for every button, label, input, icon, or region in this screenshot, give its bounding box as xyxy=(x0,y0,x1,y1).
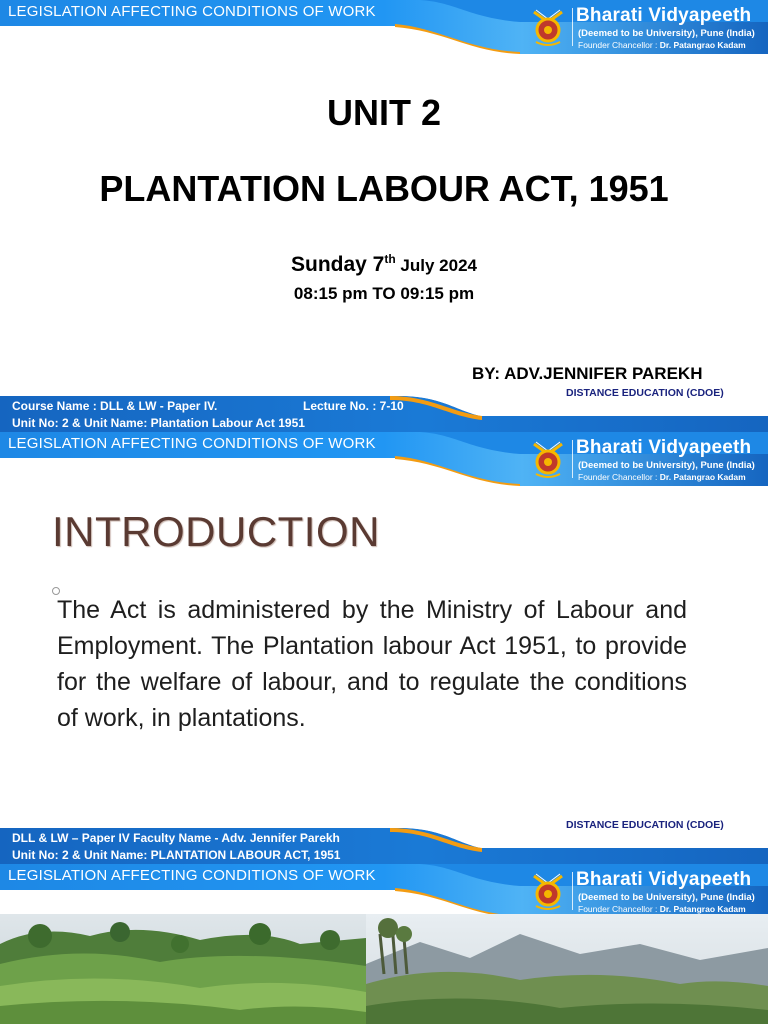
university-emblem-icon xyxy=(528,870,568,912)
brand-founder-prefix: Founder Chancellor : xyxy=(578,472,660,482)
header-title: LEGISLATION AFFECTING CONDITIONS OF WORK xyxy=(8,3,376,20)
author-line: BY: ADV.JENNIFER PAREKH xyxy=(472,364,703,383)
brand-founder-name: Dr. Patangrao Kadam xyxy=(659,40,746,50)
brand-founder-prefix: Founder Chancellor : xyxy=(578,40,660,50)
university-logo xyxy=(524,4,768,52)
brand-name: Bharati Vidyapeeth xyxy=(576,869,752,890)
brand-founder-name: Dr. Patangrao Kadam xyxy=(659,904,746,914)
footer-cdoe: DISTANCE EDUCATION (CDOE) xyxy=(566,387,724,399)
slide-footer xyxy=(0,819,768,864)
university-logo xyxy=(524,868,768,916)
brand-founder xyxy=(578,904,746,914)
brand-founder xyxy=(578,472,746,482)
plantation-photo xyxy=(0,914,768,1024)
date-day: Sunday 7 xyxy=(291,253,385,276)
header-title: LEGISLATION AFFECTING CONDITIONS OF WORK xyxy=(8,867,376,884)
slide-introduction xyxy=(0,432,768,864)
logo-divider xyxy=(572,440,573,478)
university-emblem-icon xyxy=(528,6,568,48)
brand-subtitle: (Deemed to be University), Pune (India) xyxy=(578,460,755,471)
intro-heading: INTRODUCTION xyxy=(52,508,380,555)
intro-paragraph: The Act is administered by the Ministry of Labour and Employment. The Plantation labour Act 1951, to provide for the welfare of labour, and to regulate the conditions of work, in plantations. xyxy=(57,596,687,732)
logo-divider xyxy=(572,8,573,46)
lecture-date xyxy=(0,252,768,277)
footer-faculty: DLL & LW – Paper IV Faculty Name - Adv. Jennifer Parekh xyxy=(12,831,340,845)
footer-course: Course Name : DLL & LW - Paper IV. xyxy=(12,399,218,413)
brand-founder xyxy=(578,40,746,50)
date-rest: July 2024 xyxy=(395,256,477,275)
footer-unit: Unit No: 2 & Unit Name: PLANTATION LABOUR ACT, 1951 xyxy=(12,848,341,862)
slide-header xyxy=(0,432,768,486)
brand-name: Bharati Vidyapeeth xyxy=(576,437,752,458)
slide-title xyxy=(0,0,768,432)
brand-subtitle: (Deemed to be University), Pune (India) xyxy=(578,892,755,903)
footer-course-line xyxy=(12,399,404,413)
university-logo xyxy=(524,436,768,484)
footer-lecture: Lecture No. : 7-10 xyxy=(303,399,404,413)
slide-plantation-photo xyxy=(0,864,768,1024)
slide-footer xyxy=(0,387,768,432)
brand-subtitle: (Deemed to be University), Pune (India) xyxy=(578,28,755,39)
footer-cdoe: DISTANCE EDUCATION (CDOE) xyxy=(566,819,724,831)
brand-name: Bharati Vidyapeeth xyxy=(576,5,752,26)
brand-founder-prefix: Founder Chancellor : xyxy=(578,904,660,914)
date-suffix: th xyxy=(384,252,396,266)
university-emblem-icon xyxy=(528,438,568,480)
act-title: PLANTATION LABOUR ACT, 1951 xyxy=(99,168,669,209)
logo-divider xyxy=(572,872,573,910)
header-title: LEGISLATION AFFECTING CONDITIONS OF WORK xyxy=(8,435,376,452)
brand-founder-name: Dr. Patangrao Kadam xyxy=(659,472,746,482)
slide-header xyxy=(0,864,768,918)
footer-unit: Unit No: 2 & Unit Name: Plantation Labour Act 1951 xyxy=(12,416,305,430)
slide-header xyxy=(0,0,768,54)
lecture-time: 08:15 pm TO 09:15 pm xyxy=(293,284,475,303)
unit-title: UNIT 2 xyxy=(326,92,441,133)
